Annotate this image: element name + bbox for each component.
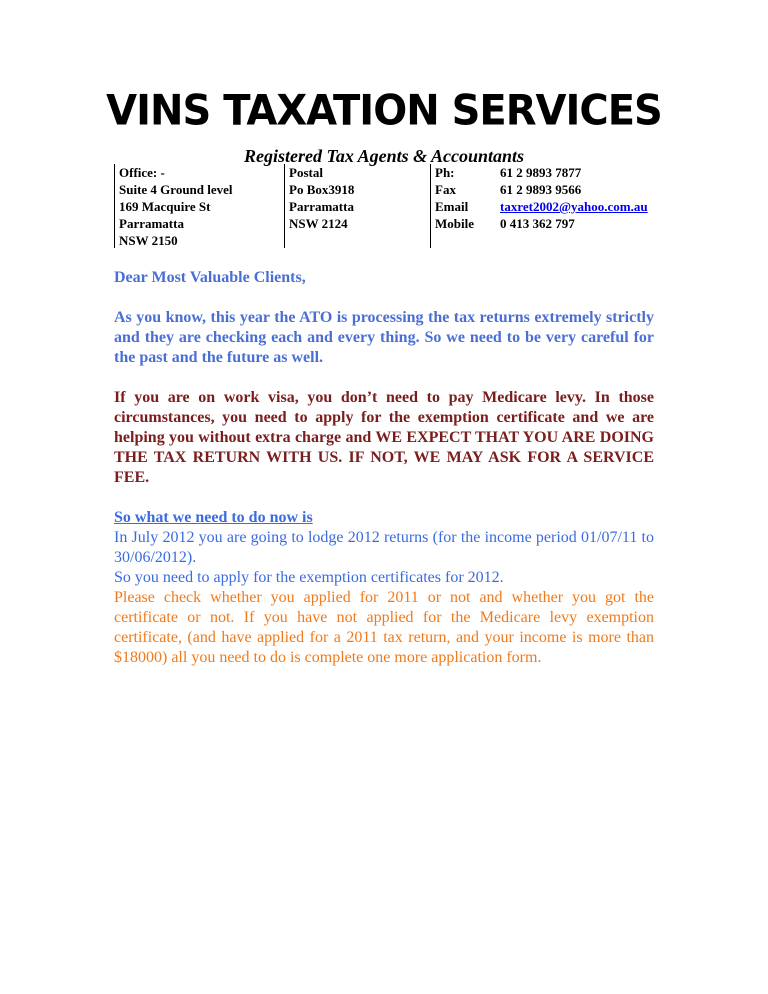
postal-address [284, 164, 354, 248]
paragraph-apply: So you need to apply for the exemption certificates for 2012. [114, 569, 504, 586]
paragraph-medicare: If you are on work visa, you don’t need to pay Medicare levy. In those circumstances, you need to apply for the exemption certificate and we are helping you without extra charge and WE EXPECT THAT YOU ARE DOING THE TAX RETURN WITH US. IF NOT, WE MAY ASK FOR A SERVICE FEE. [114, 389, 654, 486]
mobile-number: 0 413 362 797 [500, 216, 575, 231]
paragraph-lodge: In July 2012 you are going to lodge 2012 returns (for the income period 01/07/11 to 30/06/2012). [114, 529, 654, 566]
section-heading: So what we need to do now is [114, 509, 313, 526]
postal-line: Po Box3918 [289, 182, 355, 197]
postal-line: NSW 2124 [289, 216, 348, 231]
office-address [114, 164, 233, 248]
greeting: Dear Most Valuable Clients, [114, 269, 306, 286]
office-line: Suite 4 Ground level [119, 182, 233, 197]
phone-number: 61 2 9893 7877 [500, 165, 582, 180]
postal-line: Postal [289, 165, 323, 180]
paragraph-check: Please check whether you applied for 2011 or not and whether you got the certificate or not. If you have not applied for the Medicare levy exemption certificate, (and have applied for a 2011 tax return, and your income is more than $18000) all you need to do is complete one more application form. [114, 589, 654, 666]
email-label: Email [435, 199, 469, 214]
email-link[interactable]: taxret2002@yahoo.com.au [500, 199, 648, 214]
mobile-label: Mobile [435, 216, 474, 231]
paragraph-ato: As you know, this year the ATO is processing the tax returns extremely strictly and they are checking each and every thing. So we need to be very careful for the past and the future as well. [114, 309, 654, 366]
postal-line: Parramatta [289, 199, 354, 214]
office-line: Parramatta [119, 216, 184, 231]
phone-label: Ph: [435, 165, 455, 180]
company-subtitle: Registered Tax Agents & Accountants [243, 146, 525, 166]
contact-values [500, 164, 648, 232]
office-line: Office: - [119, 165, 165, 180]
fax-label: Fax [435, 182, 456, 197]
office-line: 169 Macquire St [119, 199, 211, 214]
contact-labels [430, 164, 474, 248]
company-name: VINS TAXATION SERVICES [106, 86, 662, 136]
fax-number: 61 2 9893 9566 [500, 182, 582, 197]
office-line: NSW 2150 [119, 233, 178, 248]
